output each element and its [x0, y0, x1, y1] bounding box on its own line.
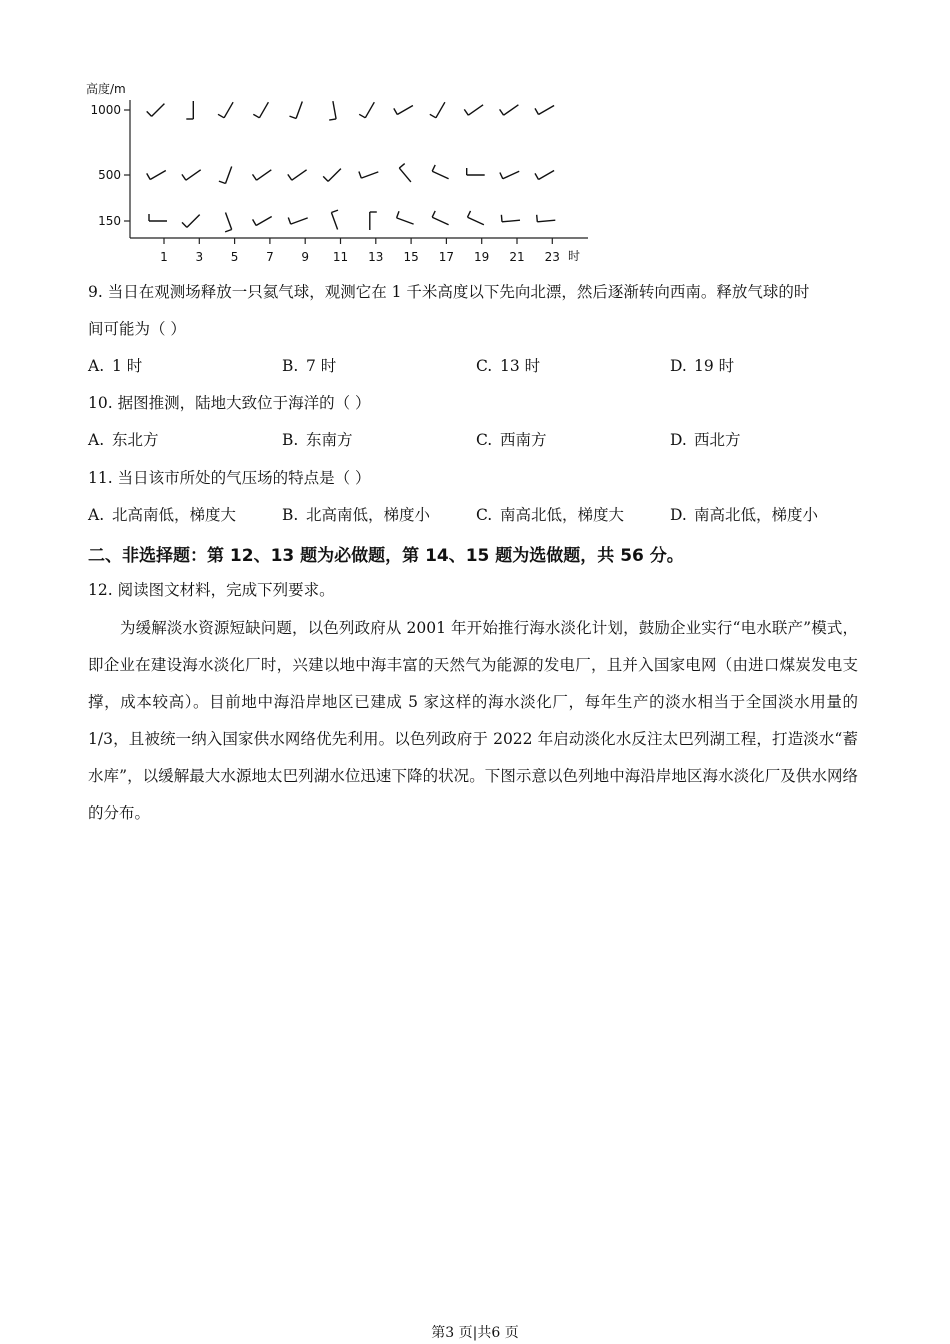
x-axis-unit: 时: [568, 249, 581, 263]
option-text: 1 时: [112, 357, 143, 375]
q10-option-b[interactable]: [282, 430, 353, 450]
option-key: A.: [88, 431, 105, 449]
x-tick-label: 5: [230, 250, 239, 264]
barb-shaft: [296, 102, 302, 119]
barb-flag: [359, 114, 365, 118]
wind-barb-1000m-5h: [218, 102, 233, 118]
wind-barb-500m-13h: [359, 172, 378, 179]
option-text: 南高北低，梯度大: [500, 506, 625, 524]
option-text: 7 时: [306, 357, 337, 375]
wind-barb-500m-1h: [147, 171, 166, 180]
barb-shaft: [399, 168, 411, 182]
barb-flag: [182, 174, 186, 180]
option-text: 南高北低，梯度小: [694, 506, 819, 524]
barb-shaft: [226, 167, 232, 184]
barb-shaft: [539, 171, 555, 180]
option-key: D.: [670, 357, 687, 375]
wind-barb-150m-15h: [397, 211, 414, 224]
option-text: 西南方: [500, 431, 547, 449]
barb-flag: [253, 219, 257, 225]
q9-option-d[interactable]: [670, 356, 734, 376]
y-tick-label: 1000: [90, 103, 121, 117]
barb-shaft: [331, 213, 337, 230]
barb-flag: [399, 164, 404, 169]
wind-barb-1000m-23h: [535, 106, 554, 115]
wind-barb-150m-5h: [225, 213, 232, 232]
x-tick-label: 21: [509, 250, 525, 264]
q9-option-a[interactable]: [88, 356, 142, 376]
option-text: 北高南低，梯度小: [306, 506, 431, 524]
option-text: 东南方: [306, 431, 353, 449]
barb-shaft: [333, 101, 336, 119]
wind-barb-500m-19h: [467, 168, 485, 175]
barb-shaft: [397, 218, 414, 224]
wind-barb-150m-13h: [370, 212, 377, 230]
barb-flag: [537, 215, 538, 222]
wind-barb-1000m-21h: [500, 105, 519, 115]
barb-shaft: [503, 171, 519, 179]
option-text: 北高南低，梯度大: [112, 506, 237, 524]
barb-flag: [323, 176, 328, 181]
barb-flag: [219, 181, 226, 183]
barb-flag: [147, 111, 152, 116]
wind-barb-500m-15h: [399, 164, 411, 182]
q10-option-d[interactable]: [670, 430, 741, 450]
x-tick-label: 13: [368, 250, 384, 264]
q9-option-b[interactable]: [282, 356, 336, 376]
wind-barb-svg: [80, 78, 600, 268]
x-tick-label: 23: [544, 250, 560, 264]
wind-barb-500m-9h: [288, 170, 307, 180]
x-tick-label: 11: [332, 250, 349, 264]
barb-shaft: [226, 213, 232, 230]
barb-shaft: [537, 220, 555, 222]
option-text: 东北方: [112, 431, 159, 449]
q11-option-d[interactable]: [670, 505, 818, 525]
option-text: 西北方: [694, 431, 741, 449]
barb-flag: [288, 174, 292, 180]
wind-barb-150m-17h: [432, 211, 448, 225]
barb-shaft: [365, 102, 374, 118]
barb-flag: [468, 211, 471, 217]
x-tick-label: 17: [438, 250, 455, 264]
x-tick-label: 3: [195, 250, 204, 264]
barb-flag: [535, 173, 539, 179]
option-key: B.: [282, 431, 299, 449]
barb-flag: [331, 210, 338, 212]
wind-barb-150m-11h: [331, 210, 338, 229]
barb-shaft: [257, 170, 272, 180]
option-key: B.: [282, 357, 299, 375]
barb-shaft: [224, 102, 233, 118]
barb-flag: [359, 172, 361, 179]
barb-flag: [182, 222, 187, 227]
page-footer: 第3 页|共6 页: [431, 1325, 519, 1341]
section-2-heading: 二、非选择题：第 12、13 题为必做题，第 14、15 题为选做题，共 56 分。: [88, 546, 684, 566]
x-tick-label: 1: [160, 250, 168, 264]
option-key: A.: [88, 357, 105, 375]
barb-shaft: [504, 105, 519, 115]
option-text: 19 时: [694, 357, 735, 375]
q9-stem-line2: 间可能为（ ）: [88, 320, 186, 338]
barb-flag: [253, 114, 259, 118]
wind-barb-500m-11h: [323, 169, 341, 182]
wind-barb-150m-7h: [253, 217, 272, 226]
barb-shaft: [150, 171, 166, 180]
option-key: C.: [476, 431, 493, 449]
barb-flag: [397, 211, 399, 218]
barb-flag: [500, 173, 503, 179]
barb-flag: [535, 108, 539, 114]
barb-flag: [147, 173, 151, 179]
barb-shaft: [328, 169, 341, 182]
wind-barb-1000m-19h: [464, 105, 483, 115]
wind-barb-1000m-7h: [253, 102, 268, 118]
barb-shaft: [502, 220, 520, 222]
barb-shaft: [152, 104, 165, 117]
wind-barb-150m-9h: [288, 218, 307, 225]
barb-flag: [500, 109, 504, 115]
barb-flag: [253, 174, 257, 180]
q10-option-c[interactable]: [476, 430, 547, 450]
barb-shaft: [432, 171, 448, 179]
x-tick-label: 7: [266, 250, 274, 264]
barb-shaft: [397, 106, 413, 115]
x-tick-label: 19: [474, 250, 490, 264]
q11-option-b[interactable]: [282, 505, 430, 525]
barb-shaft: [291, 218, 308, 224]
wind-barb-1000m-13h: [359, 102, 374, 118]
wind-barb-500m-17h: [432, 165, 448, 179]
barb-flag: [290, 116, 297, 118]
q10-option-a[interactable]: [88, 430, 159, 450]
q9-stem-line1: 9. 当日在观测场释放一只氦气球，观测它在 1 千米高度以下先向北漂，然后逐渐转向西南。释放气球的时: [88, 283, 810, 301]
barb-shaft: [187, 215, 200, 228]
barb-shaft: [186, 170, 201, 180]
wind-barb-1000m-17h: [430, 102, 445, 118]
q11-option-a[interactable]: [88, 505, 236, 525]
wind-barb-500m-23h: [535, 171, 554, 180]
x-tick-label: 9: [301, 250, 310, 264]
barb-shaft: [436, 102, 445, 118]
option-text: 13 时: [500, 357, 541, 375]
option-key: D.: [670, 506, 687, 524]
barb-flag: [432, 211, 435, 217]
x-tick-label: 15: [403, 250, 419, 264]
barb-shaft: [292, 170, 307, 180]
wind-barb-chart: [80, 78, 600, 268]
q10-stem: 10. 据图推测，陆地大致位于海洋的（ ）: [88, 394, 371, 412]
option-key: A.: [88, 506, 105, 524]
barb-flag: [225, 230, 232, 232]
q11-option-c[interactable]: [476, 505, 624, 525]
barb-shaft: [468, 105, 483, 115]
barb-shaft: [256, 217, 272, 226]
barb-flag: [432, 165, 435, 171]
wind-barb-500m-5h: [219, 167, 232, 184]
wind-barb-1000m-1h: [147, 104, 165, 117]
wind-barb-150m-3h: [182, 215, 200, 228]
option-key: D.: [670, 431, 687, 449]
barb-flag: [501, 215, 502, 222]
q11-stem: 11. 当日该市所处的气压场的特点是（ ）: [88, 469, 371, 487]
y-tick-label: 150: [98, 214, 121, 228]
q9-option-c[interactable]: [476, 356, 540, 376]
option-key: C.: [476, 506, 493, 524]
wind-barb-500m-21h: [500, 171, 519, 179]
wind-barb-500m-3h: [182, 170, 201, 180]
barb-flag: [464, 109, 468, 115]
y-axis-title: 高度/m: [86, 82, 126, 96]
wind-barb-1000m-15h: [394, 106, 413, 115]
wind-barb-1000m-11h: [329, 101, 336, 120]
wind-barb-150m-21h: [501, 215, 520, 222]
barb-flag: [329, 119, 336, 120]
q12-material-paragraph: 为缓解淡水资源短缺问题，以色列政府从 2001 年开始推行海水淡化计划，鼓励企业实行“电水联产”模式，即企业在建设海水淡化厂时，兴建以地中海丰富的天然气为能源的发电厂，且并入国家电网（由进口煤炭发电支撑，成本较高）。目前地中海沿岸地区已建成 5 家这样的海水淡化厂，每年生产的淡水相当于全国淡水用量的 1/3，且被统一纳入国家供水网络优先利用。以色列政府于 2022 年启动淡化水反注太巴列湖工程，打造淡水“蓄水库”，以缓解最大水源地太巴列湖水位迅速下降的状况。下图示意以色列地中海沿岸地区海水淡化厂及供水网络的分布。: [88, 619, 858, 822]
barb-shaft: [468, 217, 484, 225]
barb-shaft: [361, 172, 378, 178]
barb-shaft: [539, 106, 555, 115]
barb-flag: [430, 114, 436, 118]
barb-flag: [394, 108, 398, 114]
wind-barb-1000m-9h: [290, 102, 303, 119]
wind-barb-150m-23h: [537, 215, 556, 222]
wind-barb-150m-1h: [149, 214, 167, 221]
wind-barb-150m-19h: [468, 211, 484, 225]
option-key: B.: [282, 506, 299, 524]
barb-shaft: [432, 217, 448, 225]
y-tick-label: 500: [98, 168, 121, 182]
barb-shaft: [259, 102, 268, 118]
barb-flag: [288, 218, 290, 225]
q12-stem: 12. 阅读图文材料，完成下列要求。: [88, 581, 335, 599]
barb-flag: [218, 114, 224, 118]
wind-barb-1000m-3h: [186, 101, 193, 119]
option-key: C.: [476, 357, 493, 375]
wind-barb-500m-7h: [253, 170, 272, 180]
